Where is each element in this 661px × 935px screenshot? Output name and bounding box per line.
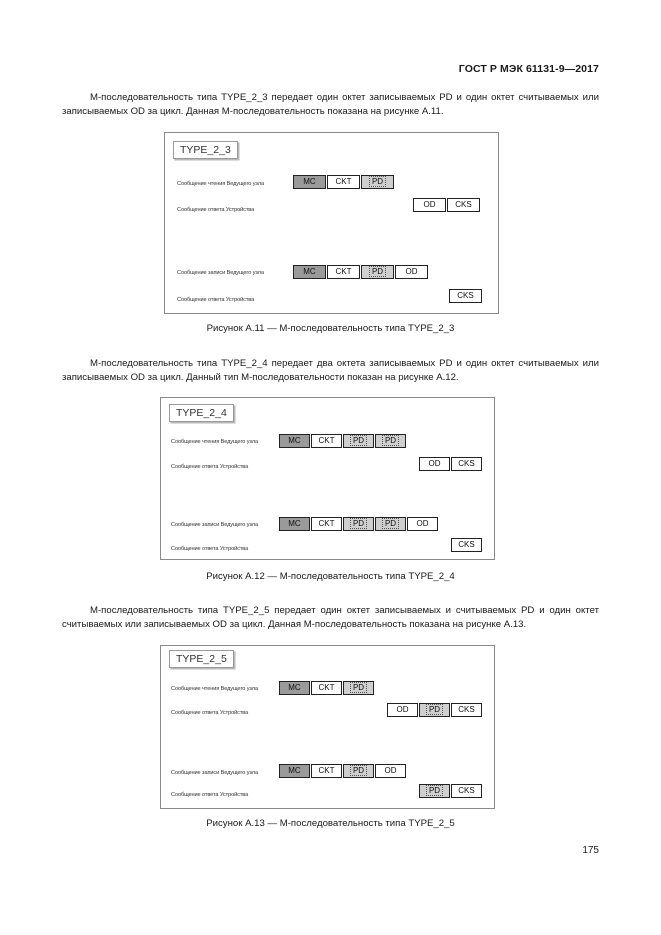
figure-a11 — [164, 132, 499, 314]
cell-pd: PD — [343, 517, 374, 531]
cell-cks: CKS — [451, 538, 482, 552]
cell-pd: PD — [375, 517, 406, 531]
cell-mc: MC — [279, 517, 310, 531]
paragraph-type-2-3: M-последовательность типа TYPE_2_3 передает один октет записываемых PD и один октет считываемых или записываемых OD за цикл. Данная M-последовательность показана на рисунке A.11. — [62, 92, 599, 117]
cell-mc: MC — [293, 265, 326, 279]
row-label: Сообщение ответа Устройства — [171, 546, 249, 552]
row-label: Сообщение чтения Ведущего узла — [171, 439, 259, 445]
figure-caption: Рисунок A.12 — M-последовательность типа TYPE_2_4 — [206, 571, 455, 582]
row-label: Сообщение ответа Устройства — [171, 792, 249, 798]
row-label: Сообщение чтения Ведущего узла — [171, 686, 259, 692]
cell-ckt: CKT — [311, 434, 342, 448]
cell-od: OD — [395, 265, 428, 279]
cell-od: OD — [419, 457, 450, 471]
row-label: Сообщение записи Ведущего узла — [171, 522, 258, 528]
cell-ckt: CKT — [327, 265, 360, 279]
cell-pd: PD — [419, 703, 450, 717]
row-label: Сообщение записи Ведущего узла — [171, 770, 258, 776]
figure-caption: Рисунок A.13 — M-последовательность типа TYPE_2_5 — [206, 818, 455, 829]
cell-pd: PD — [343, 434, 374, 448]
cell-ckt: CKT — [311, 681, 342, 695]
cell-od: OD — [375, 764, 406, 778]
type-label: TYPE_2_4 — [169, 404, 234, 422]
cell-cks: CKS — [451, 703, 482, 717]
cell-pd: PD — [361, 265, 394, 279]
cell-mc: MC — [279, 764, 310, 778]
document-code: ГОСТ Р МЭК 61131-9—2017 — [458, 63, 599, 75]
cell-mc: MC — [279, 681, 310, 695]
cell-od: OD — [407, 517, 438, 531]
cell-mc: MC — [293, 175, 326, 189]
row-label: Сообщение чтения Ведущего узла — [177, 181, 265, 187]
row-label: Сообщение ответа Устройства — [177, 297, 255, 303]
cell-pd: PD — [343, 764, 374, 778]
cell-cks: CKS — [451, 784, 482, 798]
cell-cks: CKS — [447, 198, 480, 212]
cell-cks: CKS — [449, 289, 482, 303]
cell-pd: PD — [361, 175, 394, 189]
row-label: Сообщение записи Ведущего узла — [177, 270, 264, 276]
cell-mc: MC — [279, 434, 310, 448]
figure-caption: Рисунок A.11 — M-последовательность типа TYPE_2_3 — [206, 323, 455, 334]
cell-ckt: CKT — [311, 764, 342, 778]
cell-od: OD — [387, 703, 418, 717]
page-number: 175 — [582, 845, 599, 856]
cell-cks: CKS — [451, 457, 482, 471]
paragraph-type-2-4: M-последовательность типа TYPE_2_4 передает два октета записываемых PD и один октет считываемых или записываемых OD за цикл. Данный тип M-последовательности показан на рисунке A.12. — [62, 358, 599, 383]
cell-pd: PD — [419, 784, 450, 798]
type-label: TYPE_2_3 — [173, 141, 238, 159]
row-label: Сообщение ответа Устройства — [177, 207, 255, 213]
paragraph-type-2-5: M-последовательность типа TYPE_2_5 передает один октет записываемых и считываемых PD и один октет считываемых или записываемых OD за цикл. Данная M-последовательность показана на рисунке A.13. — [62, 605, 599, 630]
figure-a13 — [160, 645, 495, 809]
cell-pd: PD — [343, 681, 374, 695]
figure-a12 — [160, 397, 495, 560]
row-label: Сообщение ответа Устройства — [171, 710, 249, 716]
type-label: TYPE_2_5 — [169, 650, 234, 668]
row-label: Сообщение ответа Устройства — [171, 464, 249, 470]
cell-pd: PD — [375, 434, 406, 448]
cell-ckt: CKT — [327, 175, 360, 189]
cell-ckt: CKT — [311, 517, 342, 531]
cell-od: OD — [413, 198, 446, 212]
